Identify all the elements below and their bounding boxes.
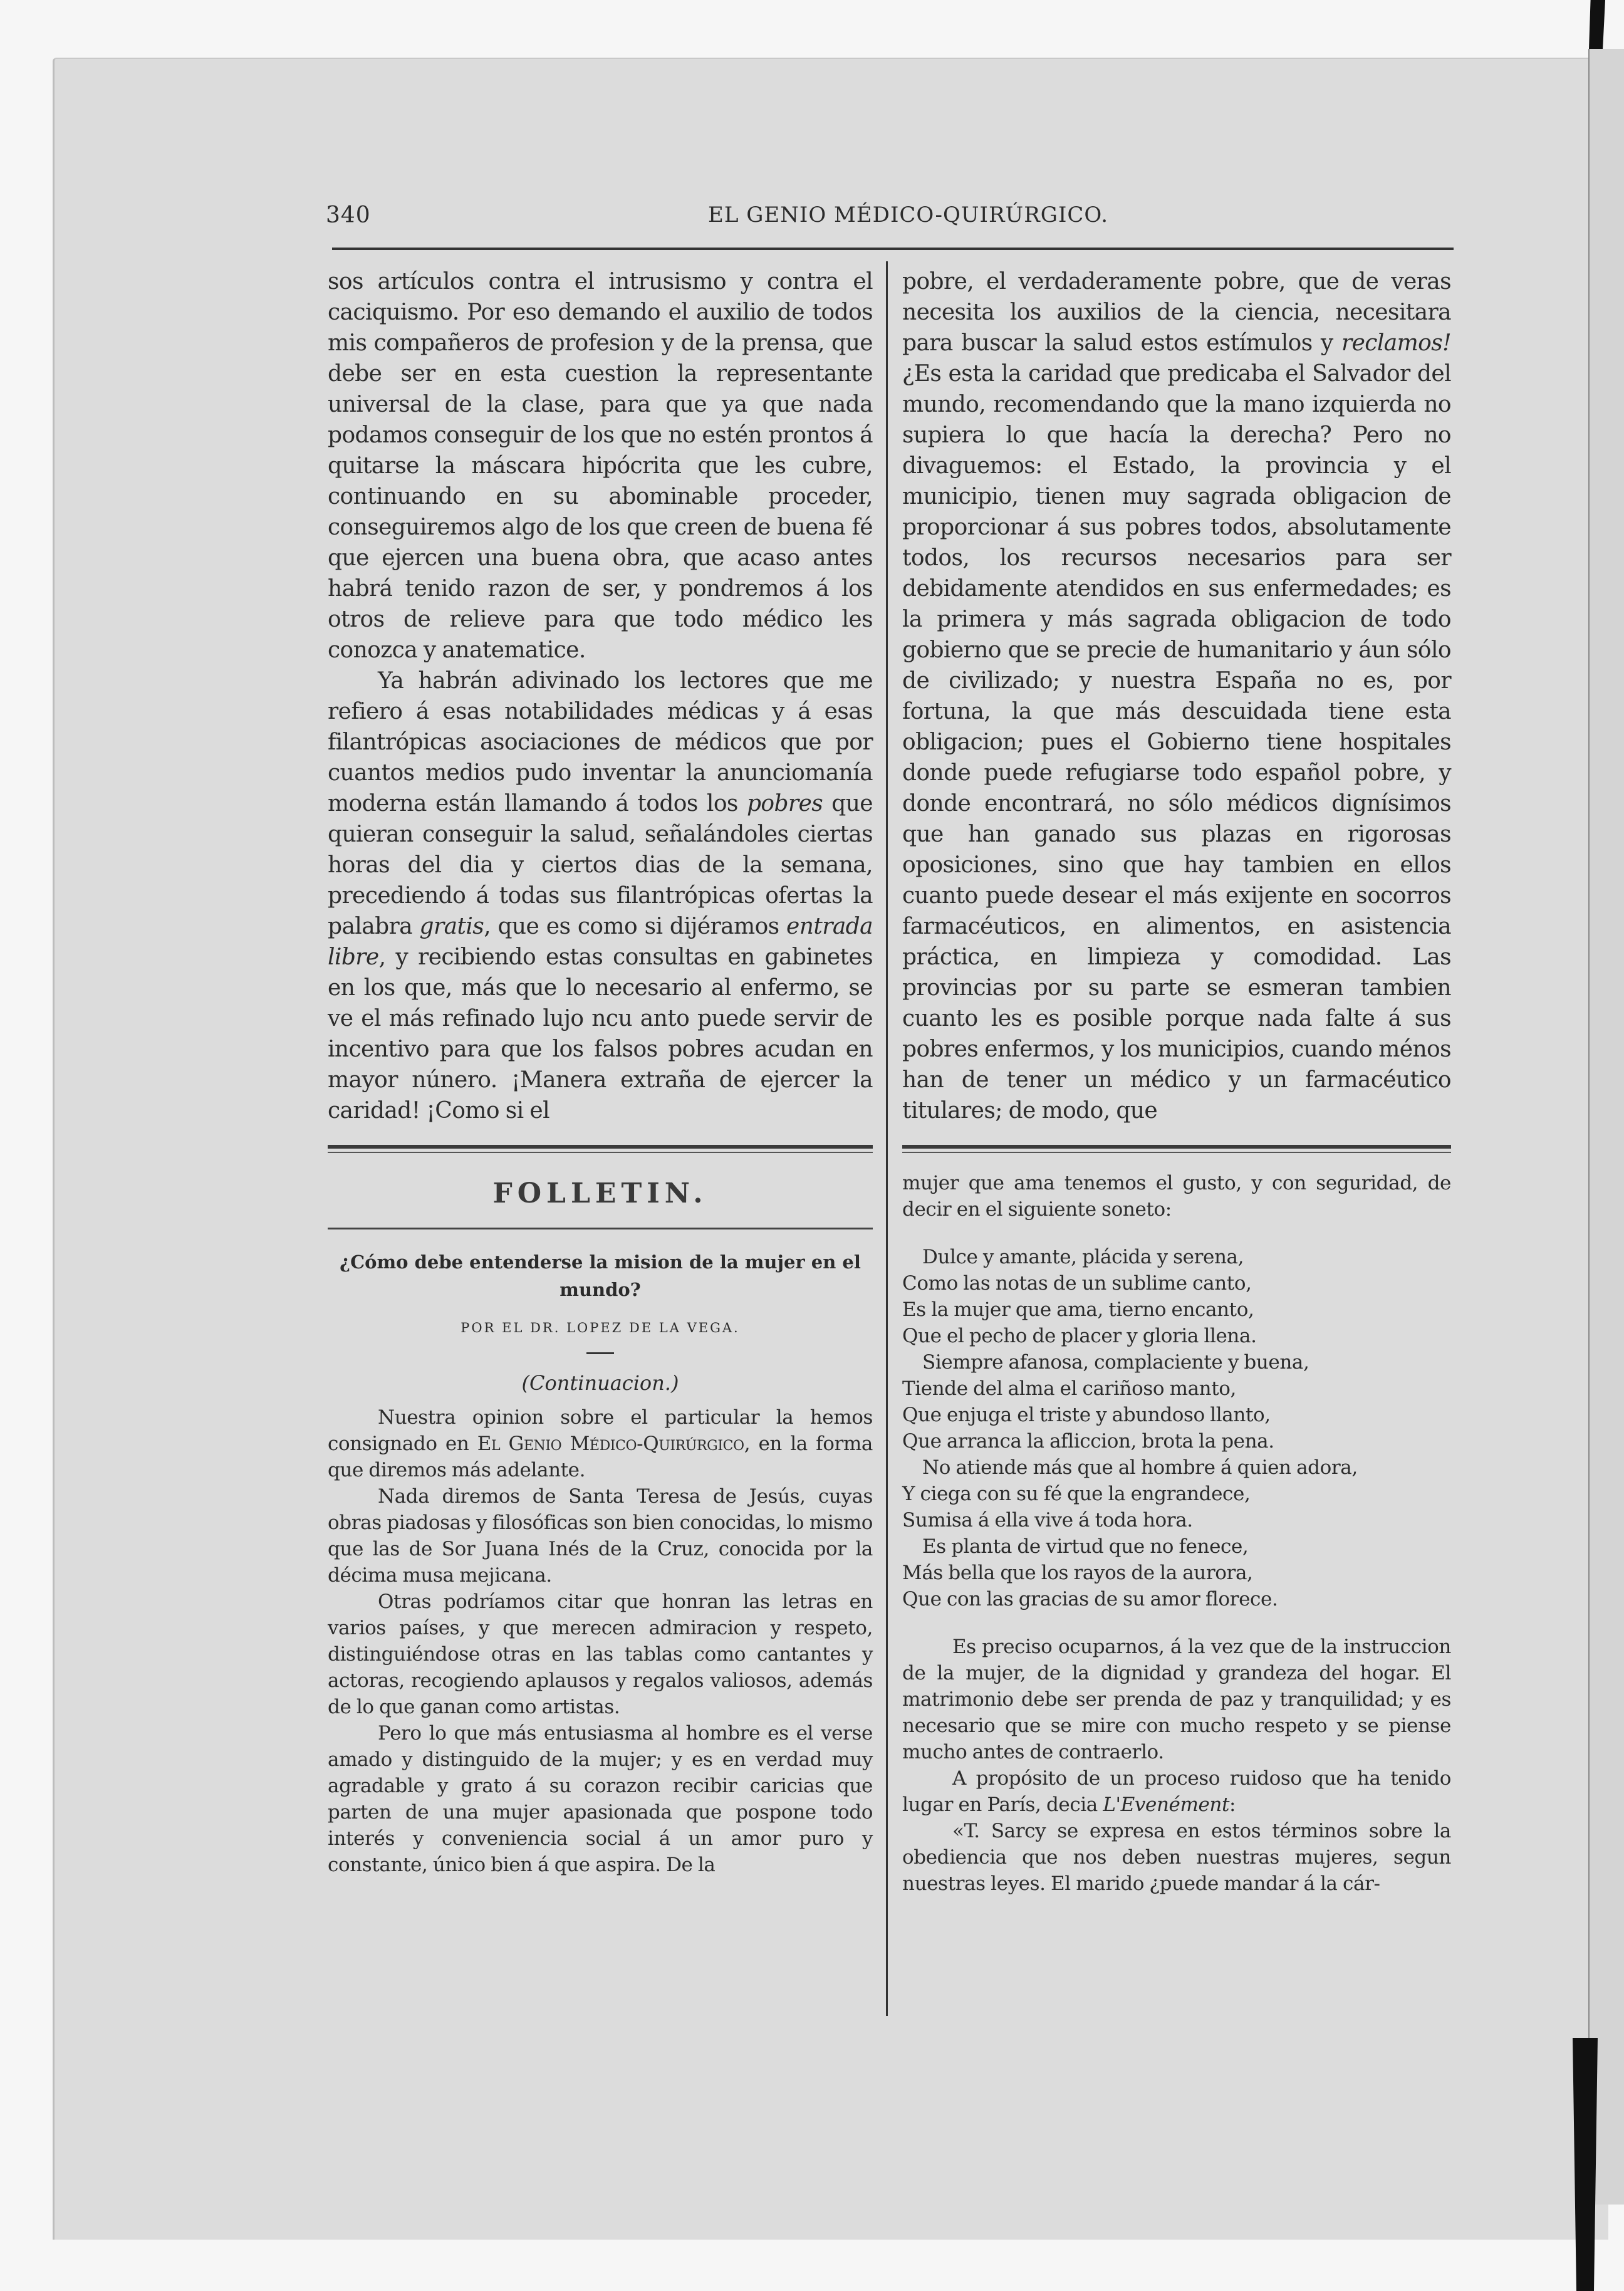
byline-rule bbox=[586, 1352, 614, 1354]
paragraph: sos artículos contra el intrusismo y contra el caciquismo. Por eso demando el auxilio de todos mis compañeros de profesion y de la prensa, que debe ser en esta cuestion la representante universal de la clase, para que ya que nada podamos conseguir de los que no estén prontos á quitarse la máscara hipócrita que les cubre, continuando en su abominable proceder, conseguiremos algo de los que creen de buena fé que ejercen una buena obra, que acaso antes habrá tenido razon de ser, y pondremos á los otros de relieve para que todo médico les conozca y anatematice. bbox=[328, 269, 873, 663]
journal-title: EL GENIO MÉDICO-QUIRÚRGICO. bbox=[708, 202, 1109, 227]
text-run: Otras podríamos citar que honran las letras en varios países, y que merecen admiracion y respeto, distinguiéndose otras en las tablas como cantantes y actoras, recogiendo aplausos y regalos valiosos, además de lo que ganan como artistas. bbox=[328, 1590, 873, 1718]
text-run: que quieran conseguir la salud, señalándoles ciertas horas del dia y ciertos dias de la semana, precediendo á todas sus filantrópicas ofertas la palabra bbox=[328, 791, 873, 939]
folletin-left-column bbox=[328, 1404, 873, 1878]
text-run: , que es como si dijéramos bbox=[484, 914, 787, 939]
adjacent-page-edge bbox=[1588, 49, 1624, 2205]
sonnet-line: Que enjuga el triste y abundoso llanto, bbox=[902, 1404, 1271, 1426]
text-run: Ya habrán adivinado los lectores que me refiero á esas notabilidades médicas y á esas filantrópicas asociaciones de médicos que por cuantos medios pudo inventar la anunciomanía moderna están llamando á todos los bbox=[328, 668, 873, 817]
text-run: , y recibiendo estas consultas en gabinetes en los que, más que lo necesario al enfermo, se ve el más refinado lujo ncu anto puede servir de incentivo para que los falsos pobres acudan en mayor núnero. ¡Manera extraña de ejercer la caridad! ¡Como si el bbox=[328, 944, 873, 1124]
text-run: Es preciso ocuparnos, á la vez que de la instruccion de la mujer, de la dignidad y grandeza del hogar. El matrimonio debe ser prenda de paz y tranquilidad; y es necesario que se mire con mucho respeto y se piense mucho antes de contraerlo. bbox=[902, 1636, 1451, 1763]
sonnet-line: Es la mujer que ama, tierno encanto, bbox=[902, 1298, 1254, 1321]
sonnet-line: Como las notas de un sublime canto, bbox=[902, 1272, 1252, 1295]
text-run: pobre, el verdaderamente pobre, que de veras necesita los auxilios de la ciencia, necesitara para buscar la salud estos estímulos y bbox=[902, 269, 1451, 356]
text-run: «T. Sarcy se expresa en estos términos sobre la obediencia que nos deben nuestras mujeres, segun nuestras leyes. El marido ¿puede mandar á la cár- bbox=[902, 1820, 1451, 1895]
left-column-editorial bbox=[328, 266, 873, 1126]
sonnet-line: Que con las gracias de su amor florece. bbox=[902, 1588, 1278, 1610]
sonnet bbox=[902, 1244, 1451, 1612]
sonnet-line: Tiende del alma el cariñoso manto, bbox=[902, 1377, 1236, 1400]
sonnet-line: Y ciega con su fé que la engrandece, bbox=[902, 1483, 1251, 1505]
text-run: , en la forma que diremos más adelante. bbox=[328, 1433, 873, 1481]
continuation-note: (Continuacion.) bbox=[521, 1371, 679, 1395]
text-run: ¿Es esta la caridad que predicaba el Salvador del mundo, recomendando que la mano izquierda no supiera lo que hacía la derecha? Pero no divaguemos: el Estado, la provincia y el municipio, tienen muy sagrada obligacion de proporcionar á sus pobres todos, absolutamente todos, los recursos necesarios para ser debidamente atendidos en sus enfermedades; es la primera y más sagrada obligacion de todo gobierno que se precie de humanitario y áun sólo de civilizado; y nuestra España no es, por fortuna, la que más descuidada tiene esta obligacion; pues el Gobierno tiene hospitales donde puede refugiarse todo español pobre, y donde encontrará, no sólo médicos dignísimos que han ganado sus plazas en rigorosas oposiciones, sino que hay tambien en ellos cuanto puede desear el más exijente en socorros farmacéuticos, en alimentos, en asistencia práctica, en limpieza y comodidad. Las provincias por su parte se esmeran tambien cuanto les es posible porque nada falte á sus pobres enfermos, y los municipios, cuando ménos han de tener un médico y un farmacéutico titulares; de modo, que bbox=[902, 361, 1451, 1124]
paragraph bbox=[902, 1634, 1451, 1765]
paragraph bbox=[328, 1589, 873, 1720]
text-run: Pero lo que más entusiasma al hombre es el verse amado y distinguido de la mujer; y es en verdad muy agradable y grato á su corazon recibir caricias que parten de una mujer apasionada que pospone todo interés y conveniencia social á un amor puro y constante, único bien á que aspira. De la bbox=[328, 1722, 873, 1876]
folletin-rule bbox=[328, 1228, 873, 1229]
section-rule-right bbox=[902, 1145, 1451, 1154]
text-run: Nuestra opinion sobre el particular la hemos consignado en bbox=[328, 1406, 873, 1455]
text-run: : bbox=[1229, 1793, 1236, 1816]
sonnet-line: No atiende más que al hombre á quien adora, bbox=[922, 1456, 1358, 1479]
header-rule bbox=[332, 248, 1454, 250]
paragraph bbox=[328, 1404, 873, 1483]
left-column bbox=[328, 266, 873, 1878]
paragraph bbox=[902, 266, 1451, 1126]
sonnet-line: Más bella que los rayos de la aurora, bbox=[902, 1562, 1253, 1584]
column-divider bbox=[886, 261, 888, 2016]
paragraph bbox=[902, 1765, 1451, 1818]
sonnet-line: Dulce y amante, plácida y serena, bbox=[922, 1246, 1244, 1268]
italic-text: pobres bbox=[746, 791, 823, 817]
sonnet-line: Es planta de virtud que no fenece, bbox=[922, 1535, 1249, 1558]
italic-text: L'Evenément bbox=[1103, 1793, 1230, 1816]
paragraph: mujer que ama tenemos el gusto, y con seguridad, de decir en el siguiente soneto: bbox=[902, 1172, 1451, 1221]
italic-text: reclamos! bbox=[1341, 330, 1451, 356]
text-run: Nada diremos de Santa Teresa de Jesús, cuyas obras piadosas y filosóficas son bien conocidas, lo mismo que las de Sor Juana Inés de la Cruz, conocida por la décima musa mejicana. bbox=[328, 1485, 873, 1587]
right-column-editorial bbox=[902, 266, 1451, 1126]
byline: POR EL DR. LOPEZ DE LA VEGA. bbox=[461, 1320, 740, 1335]
running-header bbox=[326, 202, 1554, 240]
sonnet-line: Siempre afanosa, complaciente y buena, bbox=[922, 1351, 1309, 1374]
paragraph bbox=[902, 1818, 1451, 1897]
folletin-heading: FOLLETIN. bbox=[492, 1177, 708, 1209]
paragraph bbox=[328, 1720, 873, 1878]
binding-clip-top bbox=[1589, 0, 1605, 49]
page-number: 340 bbox=[326, 202, 371, 228]
section-rule-left bbox=[328, 1145, 873, 1154]
right-column bbox=[902, 266, 1451, 1897]
sonnet-line: Que el pecho de placer y gloria llena. bbox=[902, 1325, 1257, 1347]
sonnet-line: Sumisa á ella vive á toda hora. bbox=[902, 1509, 1193, 1532]
sonnet-line: Que arranca la afliccion, brota la pena. bbox=[902, 1430, 1274, 1453]
italic-text: entrada libre bbox=[328, 914, 873, 970]
folletin-right-column bbox=[902, 1170, 1451, 1897]
paragraph bbox=[328, 665, 873, 1126]
text-run: A propósito de un proceso ruidoso que ha tenido lugar en París, decia bbox=[902, 1767, 1451, 1816]
article-title: ¿Cómo debe entenderse la mision de la mujer en el mundo? bbox=[340, 1251, 861, 1300]
journal-name-smallcaps: El Genio Médico-Quirúrgico bbox=[477, 1433, 744, 1455]
binding-clip-bottom bbox=[1573, 2038, 1598, 2291]
paragraph bbox=[328, 1483, 873, 1589]
italic-text: gratis bbox=[419, 914, 484, 939]
